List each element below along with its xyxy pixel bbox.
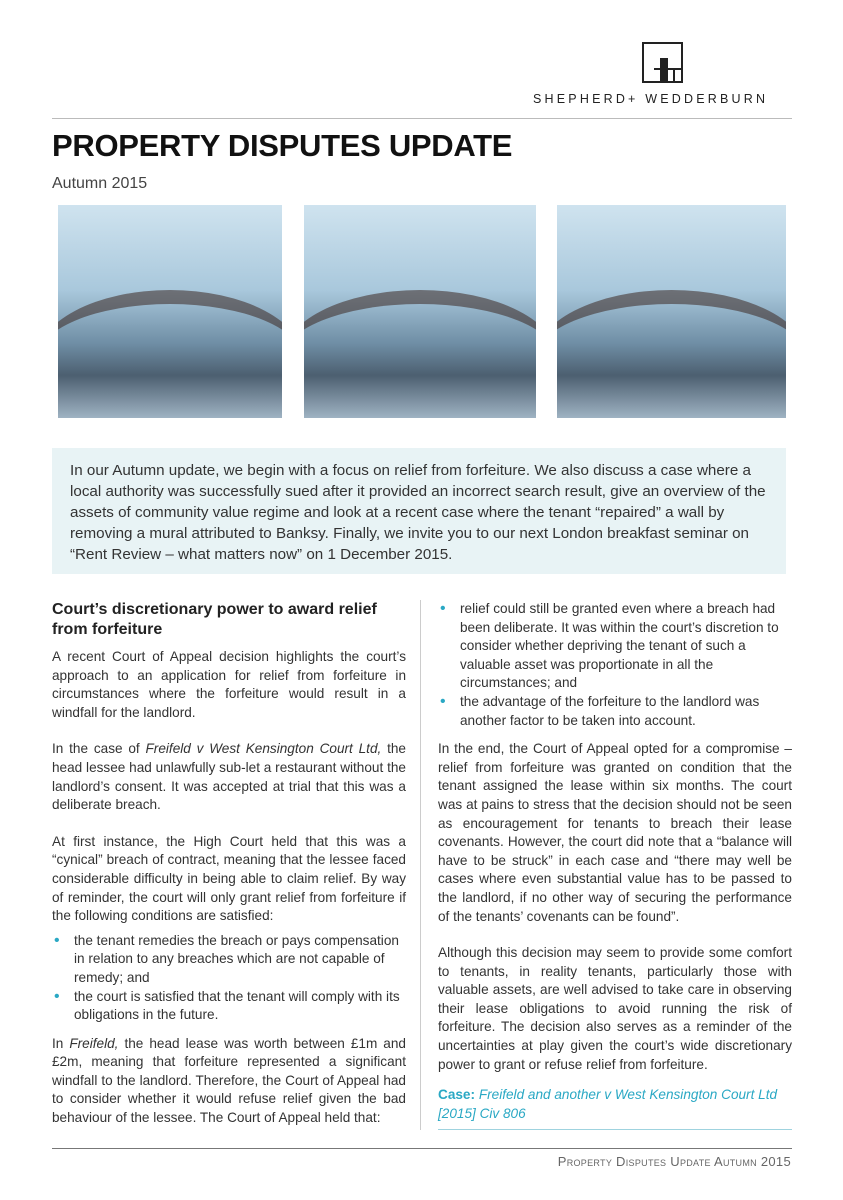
held-list (438, 600, 792, 730)
footer-divider (52, 1148, 792, 1149)
cityscape-image-3 (557, 205, 786, 418)
logo-icon (642, 42, 683, 83)
footer-text: Property Disputes Update Autumn 2015 (557, 1154, 791, 1169)
list-item: • the tenant remedies the breach or pays compensation in relation to any breaches which are not capable of remedy; and (52, 932, 406, 988)
conditions-list (52, 932, 406, 1025)
paragraph: In Freifeld, the head lease was worth between £1m and £2m, meaning that forfeiture represented a significant windfall to the landlord. Therefore, the Court of Appeal had to consider whether it would refuse relief given the bad behaviour of the lessee. The Court of Appeal held that: (52, 1035, 406, 1126)
list-item: • the court is satisfied that the tenant will comply with its obligations in the future. (52, 988, 406, 1025)
list-item: • the advantage of the forfeiture to the landlord was another factor to be taken into account. (438, 693, 792, 730)
paragraph: In the end, the Court of Appeal opted for a compromise – relief from forfeiture was granted on condition that the tenant assigned the lease within six months. The court was at pains to stress that the decision should not be seen as encouragement for tenants to breach their lease covenants. However, the court did note that a “balance will have to be struck” in each case and “there may well be cases where even substantial value has to be passed to the landlord, if no other way of securing the performance of the tenants’ covenants can be found”. (438, 741, 792, 924)
paragraph: In the case of Freifeld v West Kensington Court Ltd, the head lessee had unlawfully sub-let a restaurant without the landlord’s consent. It was accepted at trial that this was a deliberate breach. (52, 741, 406, 813)
cityscape-image-2 (304, 205, 536, 418)
column-left (52, 600, 406, 1146)
paragraph: A recent Court of Appeal decision highlights the court’s approach to an application for relief from forfeiture in circumstances where the forfeiture would result in a windfall for the landlord. (52, 649, 406, 720)
brand-name: SHEPHERD+ WEDDERBURN (533, 92, 769, 106)
column-right (438, 600, 792, 1130)
divider (52, 118, 792, 119)
intro-box: In our Autumn update, we begin with a focus on relief from forfeiture. We also discuss a case where a local authority was successfully sued after it provided an incorrect search result, give an overview of the assets of community value regime and look at a recent case where the tenant “repaired” a wall by removing a mural attributed to Banksy. Finally, we invite you to our next London breakfast seminar on “Rent Review – what matters now” on 1 December 2015. (52, 448, 786, 574)
page-title: PROPERTY DISPUTES UPDATE (52, 128, 513, 163)
list-item: • relief could still be granted even where a breach had been deliberate. It was within the court’s discretion to consider whether depriving the tenant of such a valuable asset was proportionate in all the circumstances; and (438, 600, 792, 693)
paragraph: Although this decision may seem to provide some comfort to tenants, in reality tenants, particularly those with valuable assets, are well advised to take care in observing their lease obligations to avoid running the risk of forfeiture. The decision also serves as a reminder of the uncertainties at play given the court’s wide discretionary power to grant or refuse relief from forfeiture. (438, 945, 792, 1072)
cityscape-image-1 (58, 205, 282, 418)
article-heading: Court’s discretionary power to award relief from forfeiture (52, 601, 377, 638)
paragraph: At first instance, the High Court held that this was a “cynical” breach of contract, meaning that the lessee faced considerable difficulty in being able to claim relief. By way of reminder, the court will only grant relief from forfeiture if the following conditions are satisfied: (52, 833, 406, 924)
case-citation: Case: Freifeld and another v West Kensington Court Ltd [2015] Civ 806 (438, 1086, 792, 1130)
page-subtitle: Autumn 2015 (52, 175, 148, 192)
column-divider (420, 600, 421, 1130)
